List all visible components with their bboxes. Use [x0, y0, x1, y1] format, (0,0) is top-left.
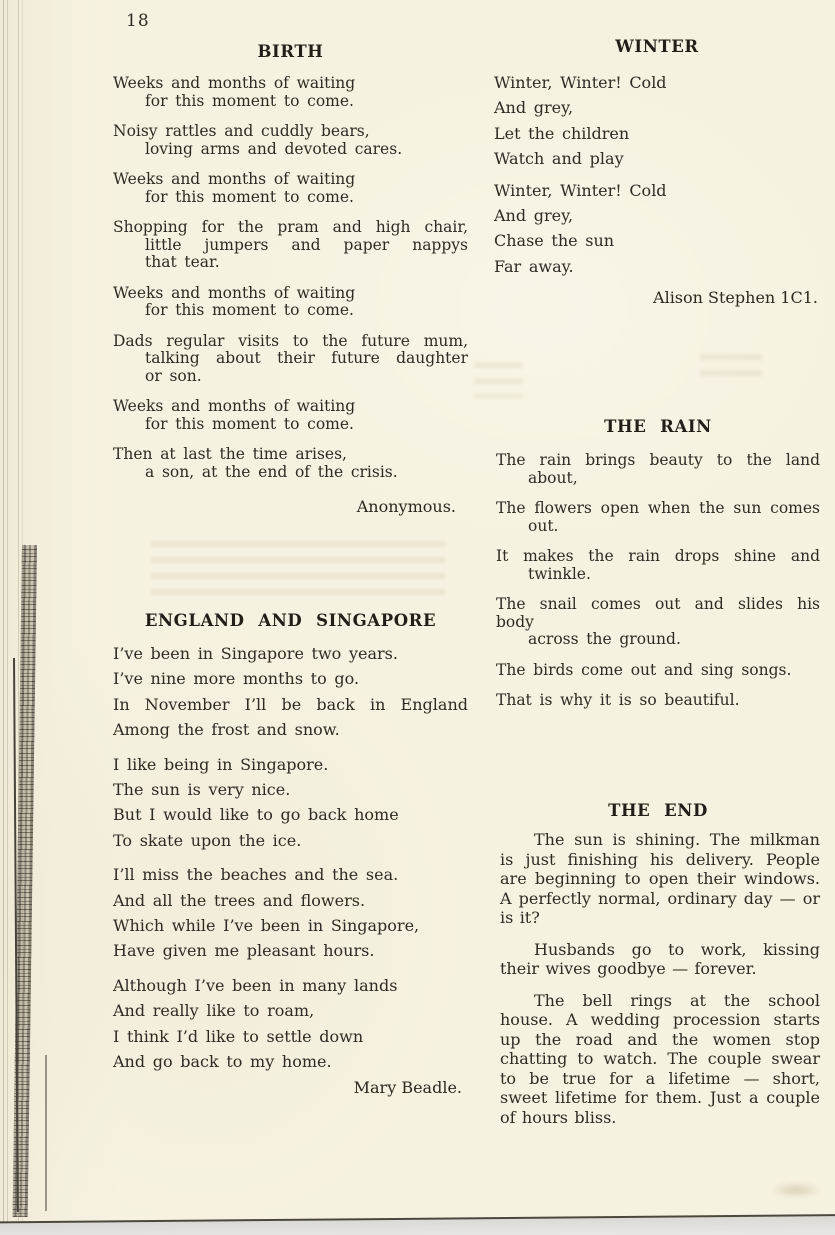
binding-shadow-line: [45, 1055, 47, 1211]
stanza: [113, 641, 468, 743]
page-bottom-edge: [0, 1214, 835, 1235]
page-number: 18: [126, 11, 150, 31]
poem-line: I’ve nine more months to go.: [113, 669, 360, 689]
poem-line: Weeks and months of waiting: [113, 283, 356, 302]
poem-england-and-singapore: [113, 641, 468, 1084]
poem-title-winter: WINTER: [615, 37, 699, 56]
poem-line: or son.: [145, 366, 202, 385]
poem-line: And really like to roam,: [113, 1001, 315, 1021]
stanza: [496, 596, 820, 649]
paper-stain: [770, 1182, 822, 1198]
stanza: [113, 123, 468, 158]
poem-line: Among the frost and snow.: [113, 720, 340, 740]
poem-line: Weeks and months of waiting: [113, 397, 356, 415]
poem-line: I’ve been in Singapore two years.: [113, 644, 398, 663]
poem-line: I think I’d like to settle down: [113, 1026, 364, 1046]
poem-line: It makes the rain drops shine and: [496, 547, 820, 565]
poem-line: Chase the sun: [494, 231, 615, 251]
poem-line: Let the children: [494, 123, 630, 143]
poem-line: But I would like to go back home: [113, 805, 399, 825]
poem-line: And grey,: [494, 98, 574, 118]
poem-line: The flowers open when the sun comes: [496, 499, 820, 517]
poem-author-england-and-singapore: Mary Beadle.: [353, 1078, 462, 1097]
poem-line: Weeks and months of waiting: [113, 170, 356, 188]
page-stack-edge-line: [7, 0, 8, 1235]
stanza: [113, 285, 468, 320]
poem-line: Noisy rattles and cuddly bears,: [113, 122, 370, 140]
poem-line: To skate upon the ice.: [113, 830, 302, 850]
stanza: [496, 500, 820, 535]
stanza: [113, 333, 468, 386]
poem-line: Although I’ve been in many lands: [113, 975, 398, 995]
poem-line: Then at last the time arises,: [113, 445, 347, 463]
page-stack-edge-line: [3, 0, 4, 1235]
stanza: [496, 692, 820, 710]
poem-line: for this moment to come.: [145, 91, 354, 110]
poem-line: for this moment to come.: [145, 414, 354, 433]
poem-line: out.: [528, 516, 559, 535]
poem-line: And go back to my home.: [113, 1052, 332, 1072]
poem-line: across the ground.: [528, 630, 681, 648]
stanza: [113, 752, 468, 854]
stanza: [494, 178, 820, 280]
poem-line: The birds come out and sing songs.: [496, 660, 792, 679]
bleed-through-smudge: [150, 541, 445, 603]
poem-line: little jumpers and paper nappys: [145, 235, 468, 254]
stanza: [113, 75, 468, 110]
poem-line: loving arms and devoted cares.: [145, 139, 403, 158]
stanza: [496, 452, 820, 487]
poem-line: Which while I’ve been in Singapore,: [113, 916, 420, 936]
poem-line: for this moment to come.: [145, 187, 354, 206]
poem-line: And grey,: [494, 206, 574, 226]
poem-line: The rain brings beauty to the land: [496, 451, 820, 469]
stanza: [496, 662, 820, 680]
poem-line: Winter, Winter! Cold: [494, 180, 667, 200]
poem-line: Far away.: [494, 256, 574, 276]
poem-line: The snail comes out and slides his body: [496, 595, 820, 631]
stanza: [113, 862, 468, 964]
poem-line: a son, at the end of the crisis.: [145, 462, 398, 481]
stanza: [113, 219, 468, 272]
poem-winter: [494, 70, 820, 285]
poem-the-rain: [496, 452, 820, 723]
poem-line: Weeks and months of waiting: [113, 74, 356, 92]
prose-paragraph: The sun is shining. The milkman is just finishing his delivery. People are beginning to open their windows. A perfectly normal, ordinary day — or is it?: [500, 830, 820, 927]
prose-paragraph: The bell rings at the school house. A wedding procession starts up the road and the women stop chatting to watch. The couple swear to be true for a lifetime — short, sweet lifetime for them. Just a couple of hours bliss.: [500, 990, 820, 1127]
stanza: [113, 973, 468, 1075]
poem-line: about,: [528, 468, 578, 487]
poem-line: talking about their future daughter: [145, 349, 468, 367]
poem-line: The sun is very nice.: [113, 780, 291, 800]
stanza: [113, 398, 468, 433]
poem-line: Dads regular visits to the future mum,: [113, 331, 468, 350]
story-title-the-end: THE END: [608, 801, 708, 820]
poem-line: And all the trees and flowers.: [113, 890, 366, 910]
prose-paragraph: Husbands go to work, kissing their wives goodbye — forever.: [500, 939, 820, 978]
poem-line: I like being in Singapore.: [113, 754, 329, 774]
poem-line: Watch and play: [494, 149, 624, 169]
bleed-through-smudge: [700, 354, 762, 384]
poem-line: twinkle.: [528, 564, 591, 583]
stanza: [496, 548, 820, 583]
bleed-through-smudge: [474, 362, 522, 398]
poem-line: I’ll miss the beaches and the sea.: [113, 865, 399, 885]
poem-birth: [113, 75, 468, 494]
stanza: [113, 446, 468, 481]
story-the-end: [500, 830, 820, 1139]
poem-title-england-and-singapore: ENGLAND AND SINGAPORE: [144, 611, 437, 630]
poem-line: for this moment to come.: [145, 301, 354, 319]
poem-line: Winter, Winter! Cold: [494, 73, 667, 92]
poem-author-winter: Alison Stephen 1C1.: [653, 288, 818, 307]
stanza: [494, 70, 820, 172]
poem-author-birth: Anonymous.: [356, 497, 456, 516]
poem-line: That is why it is so beautiful.: [496, 691, 740, 709]
poem-line: Shopping for the pram and high chair,: [113, 218, 468, 236]
stanza: [113, 171, 468, 206]
poem-title-the-rain: THE RAIN: [604, 417, 712, 436]
poem-line: In November I’ll be back in England: [113, 694, 468, 714]
poem-title-birth: BIRTH: [257, 42, 324, 61]
poem-line: Have given me pleasant hours.: [113, 941, 375, 961]
poem-line: that tear.: [145, 253, 220, 271]
